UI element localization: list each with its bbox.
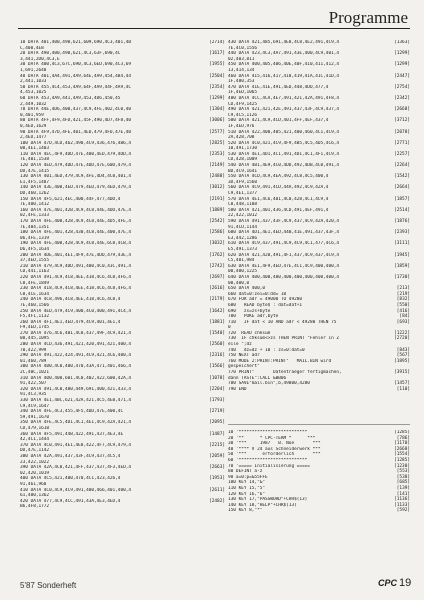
code-text: 2A,428,708 <box>228 135 255 141</box>
code-text: 23,422,1022 <box>20 459 50 465</box>
code-text: 06,4FE,1319 <box>20 235 50 241</box>
checksum: [219] <box>396 291 410 297</box>
code-text: 2,449,1032 <box>20 101 47 107</box>
code-text: 510 DATA 422,400,405,421,400,460,4C1,4C9,4 <box>228 129 340 135</box>
checksum: [139] <box>396 485 410 491</box>
code-text: C9,4C9,1647 <box>20 403 50 409</box>
code-text: 430 DATA 421,485,691,4E8,4C8,4E2,491,4C9,4 <box>228 40 340 45</box>
code-text: 50 '*** erforderlich *** <box>228 452 321 458</box>
checksum: [1078] <box>209 375 225 381</box>
code-text: 70 DATA 44E,4D6,400,437,4C9,4FE,402,4C0,40 <box>20 107 132 113</box>
checksum: [2393] <box>394 230 410 236</box>
code-line <box>20 504 225 510</box>
code-text: 490 DATA 421,421,42E,491,437,43F,4C9,437,4 <box>228 107 340 113</box>
checksum: [2611] <box>209 487 225 493</box>
checksum: [832] <box>396 297 410 303</box>
code-text: 1,691,2640 <box>20 67 47 73</box>
checksum: [3111] <box>394 241 410 247</box>
code-text: 740 dz=dz + 10 : zs=0:dat=0 <box>228 347 305 353</box>
code-text: 1F,480,353 <box>228 79 255 85</box>
code-text: 00,4E1,1403 <box>20 146 50 152</box>
code-text: 70,422,999 <box>20 347 47 353</box>
checksum: [1230] <box>394 463 410 469</box>
checksum: [2149] <box>209 163 225 169</box>
code-text: 110 KEY 15,"5" <box>228 485 266 491</box>
checksum: [1617] <box>209 51 225 57</box>
checksum: [2825] <box>209 140 225 146</box>
code-line <box>228 387 410 393</box>
checksum: [2771] <box>394 140 410 146</box>
code-text: 61,400,1362 <box>20 493 50 499</box>
code-text: 00,445,1095 <box>20 336 50 342</box>
code-text: 310 DATA 400,400,601,4C0,402,422,600,42A,4 <box>20 375 132 381</box>
code-text: 190 DATA 4FE,400,428,4C9,4C8,44E,6C8,4CB,4 <box>20 241 132 247</box>
code-text: 590 DATA 491,437,43F,4C9,437,4C9,42A,420,4 <box>228 219 340 224</box>
checksum: [2488] <box>209 174 225 180</box>
code-text: 02,4FE,1333 <box>20 213 50 219</box>
checksum: [1857] <box>394 196 410 202</box>
checksum: [1540] <box>209 330 225 336</box>
code-text: E3,442,1286 <box>228 235 258 241</box>
code-text: 91,4CD,1144 <box>228 224 258 230</box>
code-text: 400 DATA 4C5,421,400,470,4C1,423,426,4 <box>20 476 121 482</box>
checksum: [1299] <box>209 95 225 101</box>
code-text: 90 a=0:p=&55FFE <box>228 474 268 480</box>
code-text: 2,441,1033 <box>20 79 47 85</box>
code-text: DD,47E,1415 <box>20 168 50 174</box>
code-text: 380 DATA 42A,491,437,43F,4C9,437,4C5,4 <box>20 453 121 459</box>
code-text: 770 PRINT" Datentraeger fertigmachen, <box>228 370 342 376</box>
code-text: 7E,404,1351 <box>20 224 50 230</box>
code-text: DD,460,1262 <box>20 191 50 197</box>
checksum: [1859] <box>394 263 410 269</box>
checksum: [2668] <box>394 107 410 113</box>
checksum: [1222] <box>394 330 410 336</box>
code-text: 140 KEY 18,"HELP"+CHR$(13) <box>228 502 297 508</box>
checksum: [2663] <box>209 465 225 471</box>
code-text: 610 DATA 4C9,437,491,4C9,4C9,4C1,477,4C6,4 <box>228 241 340 247</box>
code-text: 570 DATA 4E1,4C6,401,4C0,428,4C1,4C9,4 <box>228 196 329 202</box>
code-text: 460 DATA 415,416,417,418,419,41A,41C,41D,4 <box>228 73 340 79</box>
code-text: 1F,4ED,1065 <box>228 90 258 96</box>
code-text: 720 READ chksum <box>228 330 271 336</box>
code-text: dann TASTE":CALL &BB06 <box>228 375 287 381</box>
checksum: [3915] <box>394 370 410 376</box>
code-text: 59,491,1670 <box>20 414 50 420</box>
checksum: [1881] <box>209 319 225 325</box>
checksum: [213] <box>396 286 410 292</box>
checksum: [1730] <box>394 274 410 280</box>
checksum: [1642] <box>209 308 225 314</box>
section-title: Programme <box>328 8 408 27</box>
code-text: D6,4F5,1634 <box>20 246 50 252</box>
checksum: [2754] <box>394 84 410 90</box>
checksum: [1793] <box>209 398 225 403</box>
code-text: 350 DATA 4FE,4C5,4D1,4C1,4E1,4C9,42A,421,4 <box>20 420 132 426</box>
code-text: 170 DATA 4FE,400,428,4C9,4C8,44E,4D5,4FE,4 <box>20 219 132 224</box>
code-text: 640 DATA 400,400,400,400,400,400,400,400,4 <box>228 274 340 280</box>
code-text: 10 '************************** <box>228 430 308 435</box>
checksum: [110] <box>396 386 410 392</box>
checksum: [416] <box>396 308 410 314</box>
checksum: [685] <box>396 480 410 486</box>
checksum: [1299] <box>394 62 410 68</box>
checksum: [550] <box>396 302 410 308</box>
checksum: [3006] <box>209 118 225 124</box>
code-text: 410 DATA 4C0,4C9,4C9,491,400,466,401,400,4 <box>20 487 132 493</box>
checksum: [3712] <box>394 118 410 124</box>
code-text: 500 DATA 421,4C9,4CD,401,4FF,4EF,437,4 <box>228 118 329 124</box>
code-text: 690 zs=zs+byte <box>228 308 271 314</box>
code-text: 650 DATA 400,0 <box>228 286 266 292</box>
code-text: B6,4F8,1772 <box>20 504 50 510</box>
code-text: 02,403,811 <box>228 56 255 62</box>
code-text: C8,4FE,1849 <box>20 280 50 286</box>
header-rule <box>18 28 410 29</box>
checksum: [1136] <box>394 497 410 503</box>
checksum: [2482] <box>209 498 225 504</box>
checksum: [1762] <box>209 252 225 258</box>
code-text: 00,400,1225 <box>228 269 258 275</box>
code-text: 10 DATA 401,400,490,621,609,690,4C3,401,4B <box>20 40 132 45</box>
page-number: 19 <box>399 577 412 589</box>
code-text: gespeichert" <box>228 364 260 370</box>
code-text: 760 MODE 2:PRINT:PRINT" MAIL.BIN wird <box>228 358 332 364</box>
code-text: 290 DATA 491,422,424,491,4C9,421,4C6,400,4 <box>20 353 132 359</box>
code-text: 220 DATA 491,4C9,4C8,4EE,418,4C6,4C8,4F6,4 <box>20 274 132 280</box>
code-text: C,400,4E8 <box>20 45 44 51</box>
checksum: [1889] <box>209 207 225 213</box>
checksum: [2742] <box>209 263 225 269</box>
code-text: 0,401,959 <box>20 112 44 118</box>
checksum: [1566] <box>209 364 225 370</box>
code-text: CD,4F9,1425 <box>228 101 258 107</box>
code-text: 260 DATA 4F1,4E1,4ED,479,4C9,401,4E1,4 <box>20 319 121 325</box>
code-text: 13,414,134 <box>228 67 255 73</box>
checksum: [1285] <box>394 457 410 463</box>
listing-column-right-top <box>228 40 410 418</box>
code-text: 250 DATA 4ED,479,4C9,400,4C0,400,491,4C4,4 <box>20 308 132 314</box>
checksum: [1487] <box>209 431 225 437</box>
code-text: 450 DATA 400,405,406,40E,40F,410,411,412,4 <box>228 62 340 68</box>
checksum: [2720] <box>394 336 410 342</box>
code-text: 30 '*** 1987 B. Noe *** <box>228 441 321 447</box>
code-text: 10,491,1730 <box>228 146 258 152</box>
code-text: 560 DATA 4C9,491,4CD,44A,492,4C9,42A,4 <box>228 185 329 191</box>
checksum: [1945] <box>394 252 410 258</box>
checksum: [2078] <box>394 129 410 135</box>
listing-divider <box>228 424 410 425</box>
code-text: 80 DATA 4FF,4F9,4FD,421,45F,490,4D7,4F8,40 <box>20 118 132 124</box>
checksum: [2215] <box>209 442 225 448</box>
code-text: 02,420,1019 <box>20 470 50 476</box>
code-text: 7E,401,1538 <box>20 157 50 163</box>
checksum: [567] <box>396 353 410 359</box>
code-text: CD,428,1009 <box>228 157 258 163</box>
code-text: eile ";dz <box>228 342 252 348</box>
code-text: 270 DATA 476,4C6,401,4C8,437,49F,4C9,421,4 <box>20 330 132 336</box>
code-text: C9,4E1,1377 <box>228 191 258 197</box>
checksum: [2264] <box>394 163 410 169</box>
code-text: 790 END <box>228 386 247 392</box>
code-text: 22,422,1012 <box>228 213 258 219</box>
checksum: [1542] <box>394 174 410 180</box>
checksum: [2616] <box>209 286 225 292</box>
checksum: [2560] <box>209 342 225 348</box>
code-text: 140 DATA 43E,400,4ED,479,4ED,479,4ED,479,4 <box>20 185 132 191</box>
code-text: F9,4ED,1745 <box>20 325 50 331</box>
listing-column-right-bottom <box>228 430 410 550</box>
checksum: [1876] <box>394 219 410 224</box>
checksum: [2447] <box>394 73 410 79</box>
code-text: 240 DATA 4C8,496,4C8,4EE,418,4C6,4C8,4 <box>20 297 121 303</box>
code-text: 30 DATA 400,4C3,67C,690,4C3,6ED,690,4C3,69 <box>20 62 132 68</box>
checksum: [1457] <box>394 381 410 387</box>
code-text: 480 DATA 4CC,4CA,4E7,491,421,42A,491,4F8,4 <box>228 95 340 101</box>
code-text: 680 READ byte$ : dat=dat+1 <box>228 302 303 308</box>
code-text: 160 DATA 47E,401,42B,4C9,4C8,44E,4DD,47E,4 <box>20 207 132 213</box>
checksum: [2316] <box>209 353 225 359</box>
checksum: [2095] <box>209 420 225 426</box>
code-text: 42,4C1,1444 <box>20 437 50 443</box>
code-text: 600 DATA 4D1,4E1,4ED,44B,41E,491,437,43F,4 <box>228 230 340 236</box>
code-text: 420 DATA 477,4C9,4CC,491,43A,4E3,4ED,4 <box>20 498 121 504</box>
checksum: [1554] <box>394 452 410 458</box>
code-text: F5,4F1,1132 <box>20 314 50 320</box>
checksum: [2342] <box>394 95 410 101</box>
code-text: 100 DATA 47D,4CD,462,490,4C9,436,476,4B6,4 <box>20 140 132 146</box>
code-text: 700 POKE adr,byte <box>228 314 279 320</box>
code-text: 01,460,789 <box>20 358 47 364</box>
code-text: 360 DATA 4F5,491,44B,422,491,437,4E3,4E <box>20 431 124 437</box>
code-text: 730 IF chksum<>zs THEN PRINT "Fehler in Z <box>228 336 340 342</box>
checksum: [2697] <box>209 274 225 280</box>
code-text: 50 DATA 455,4C4,453,4A9,64F,4A9,44F,4A9,4C <box>20 84 132 90</box>
code-text: 520 DATA 4C0,421,4C9,4F9,4B5,4C5,4D5,4C6,4 <box>228 140 340 146</box>
code-text: 80 DEFINT a-z <box>228 469 263 475</box>
code-text: 280 DATA 4CD,436,491,421,420,491,421,400,4 <box>20 342 132 348</box>
code-text: C0,448,1188 <box>228 202 258 208</box>
code-text: 7E,4C0,1556 <box>228 45 258 51</box>
checksum: [1299] <box>394 51 410 57</box>
code-text: 37,4ED,1555 <box>20 258 50 264</box>
code-text: C5,401,984 <box>228 258 255 264</box>
checksum: [1170] <box>394 441 410 447</box>
code-text: 620 DATA 421,420,491,4F1,437,4C9,437,4C9,4 <box>228 252 340 258</box>
code-text: 130 DATA 401,4ED,479,4C9,4FE,4D4,4C0,401,4 <box>20 174 132 180</box>
checksum: [592] <box>396 508 410 514</box>
checksum: [2354] <box>209 84 225 90</box>
code-text: 110 DATA 4EC,4F9,4DD,47E,400,4ED,479,4DD,4 <box>20 151 132 157</box>
code-text: 0,4ED,1629 <box>20 123 47 129</box>
code-text: 70 '===== Initialisierung ===== <box>228 463 310 469</box>
cpc-logo: CPC <box>378 578 398 588</box>
code-text: 100 KEY 14,"&" <box>228 480 266 486</box>
code-text: 0 <box>228 325 231 331</box>
code-text: 60 '************************** <box>228 457 308 463</box>
checksum: [2664] <box>394 185 410 191</box>
checksum: [2719] <box>209 409 225 415</box>
checksum: [538] <box>396 474 410 480</box>
code-text: 540 DATA 4B1,4E9,4C0,4DD,492,4DB,4C0,491,4 <box>228 163 340 169</box>
code-text: 90 DATA 4F9,47D,4FE,401,4ED,479,4FD,47E,40 <box>20 129 132 135</box>
code-text: 440 DATA 423,4C3,4A7,491,43E,400,4C9,401,4 <box>228 51 340 57</box>
code-text: 340 DATA 4FE,4C3,455,4F5,4DD,47E,400,4C <box>20 409 124 415</box>
checksum: [3032] <box>209 241 225 247</box>
checksum: [1953] <box>209 476 225 482</box>
code-text: 7E,460,1566 <box>20 302 50 308</box>
checksum: [2542] <box>209 219 225 224</box>
code-text: E1,4F5,1487 <box>20 179 50 185</box>
code-text: 40 '**** V 24 aus Schneiderwerk *** <box>228 446 321 452</box>
code-line <box>228 508 410 514</box>
code-text: 2,4ED,1477 <box>20 135 47 141</box>
checksum: [141] <box>396 491 410 497</box>
checksum: [2204] <box>209 386 225 392</box>
code-text: 750 NEXT adr <box>228 353 260 359</box>
checksum: [1133] <box>394 502 410 508</box>
code-text: 91,422,507 <box>20 381 47 387</box>
checksum: [2504] <box>209 73 225 79</box>
code-text: 330 DATA 4E1,4BC,621,42A,421,4C5,4EB,471,4 <box>20 398 132 403</box>
code-text: 91,461,960 <box>20 481 47 487</box>
checksum: [1363] <box>394 40 410 45</box>
checksum: [2191] <box>209 196 225 202</box>
code-text: DD,47E,1142 <box>20 448 50 454</box>
checksum: [2257] <box>394 151 410 157</box>
code-text: 670 FOR adr = 49000 TO 49280 <box>228 297 303 303</box>
code-text: C9,4C5,1126 <box>228 112 258 118</box>
code-text: CD,441,1163 <box>20 269 50 275</box>
code-text: 230 DATA 418,4C9,4C8,4EE,418,4C6,4C8,4F6,4 <box>20 286 132 292</box>
checksum: [2514] <box>394 207 410 213</box>
code-text: 20 '** * CPC-TERM * *** <box>228 435 316 441</box>
code-text: 150 KEY 8,"*" <box>228 508 263 514</box>
code-text: 580 DATA 421,401,436,4CD,491,4EF,491,4 <box>228 207 329 213</box>
code-text: 60 DATA 453,4A9,441,4A9,453,4D6,450,45 <box>20 95 121 101</box>
code-text: 7E,400,1412 <box>20 202 50 208</box>
code-text: 530 DATA 4E1,4D1,4C1,491,4D1,4C1,4F1,4C9,4 <box>228 151 340 157</box>
code-text: 40 DATA 401,4A4,491,4A9,64E,4A9,454,4B4,44 <box>20 73 132 79</box>
code-text: 20 DATA 490,400,490,621,4C3,63F,690,4C <box>20 51 121 57</box>
code-text: 130 KEY 17,"PASSWORD"+CHR$(13) <box>228 497 308 503</box>
code-text: 180 DATA 4FE,401,428,430,4C8,44E,400,47E,4 <box>20 230 132 236</box>
checksum: [1895] <box>394 358 410 364</box>
code-text: 710 IF dat < 10 AND adr < 49280 THEN 75 <box>228 319 337 325</box>
code-text: 210 DATA 479,4C9,4DD,491,400,4C0,43C,491,4 <box>20 263 132 269</box>
code-text: 1F,4ED,976 <box>228 123 255 129</box>
code-text: C8,4CE,1634 <box>20 291 50 297</box>
checksum: [2059] <box>209 453 225 459</box>
code-text: 2C,40C,1021 <box>20 370 50 376</box>
checksum: [553] <box>396 469 410 475</box>
checksum: [843] <box>396 347 410 353</box>
listing-column-left <box>20 40 225 556</box>
code-text: 780 SAVE"mail.bin",b,49000,4280 <box>228 381 310 387</box>
code-text: 91,4C3,935 <box>20 392 47 398</box>
checksum: [786] <box>396 435 410 441</box>
code-text: 550 DATA 4CD,4C9,4EA,492,4C8,4C5,400,4 <box>228 174 329 180</box>
code-text: 120 KEY 16,"6" <box>228 491 266 497</box>
checksum: [2179] <box>209 297 225 303</box>
code-text: 200 DATA 4DE,401,4E1,4F9,47E,4DD,479,43E,4 <box>20 252 132 258</box>
code-text: E5,491,1373 <box>228 246 258 252</box>
code-text: 4,453,1025 <box>20 90 47 96</box>
code-text: 660 dat=0:zei=0:dd= 10 <box>228 291 287 297</box>
code-text: 00,400,0 <box>228 280 250 286</box>
code-text: CD,479,1618 <box>20 425 50 431</box>
checksum: [84] <box>399 314 410 320</box>
code-text: 3D,4F9,1560 <box>228 179 258 185</box>
code-text: 300 DATA 400,4C0,400,470,43A,471,401,466,4 <box>20 364 132 370</box>
checksum: [2668] <box>394 446 410 452</box>
checksum: [2577] <box>209 129 225 135</box>
code-text: 320 DATA 491,4C0,400,449,691,400,421,433,4 <box>20 386 132 392</box>
code-text: 150 DATA 4F5,621,4EC,400,44F,477,4DD,4 <box>20 196 121 202</box>
code-text: BD,4C9,1641 <box>228 168 258 174</box>
code-text: 120 DATA 4ED,479,4DD,47E,4DD,47E,60D,479,4 <box>20 163 132 169</box>
code-text: 470 DATA 41E,41E,491,4ED,448,4DD,477,4 <box>228 84 329 90</box>
checksum: [1955] <box>209 62 225 68</box>
checksum: [693] <box>396 319 410 325</box>
checksum: [2586] <box>209 230 225 236</box>
checksum: [1304] <box>209 107 225 113</box>
checksum: [2353] <box>209 151 225 157</box>
issue-label: 5'87 Sonderheft <box>20 581 77 590</box>
checksum: [1285] <box>394 430 410 435</box>
code-text: 630 DATA 4E1,4F9,4ED,47E,4C1,4C9,400,400,4 <box>228 263 340 269</box>
code-text: 3,441,2D0,4C3,E <box>20 56 60 62</box>
checksum: [3012] <box>209 185 225 191</box>
code-text: 390 DATA 42A,4C0,421,4FF,437,437,4F3,4ED,4 <box>20 465 132 471</box>
checksum: [2714] <box>209 40 225 45</box>
checksum <box>223 504 225 510</box>
code-text: 370 DATA 4C0,491,4E1,4E8,422,4F7,4C9,479,4 <box>20 442 132 448</box>
